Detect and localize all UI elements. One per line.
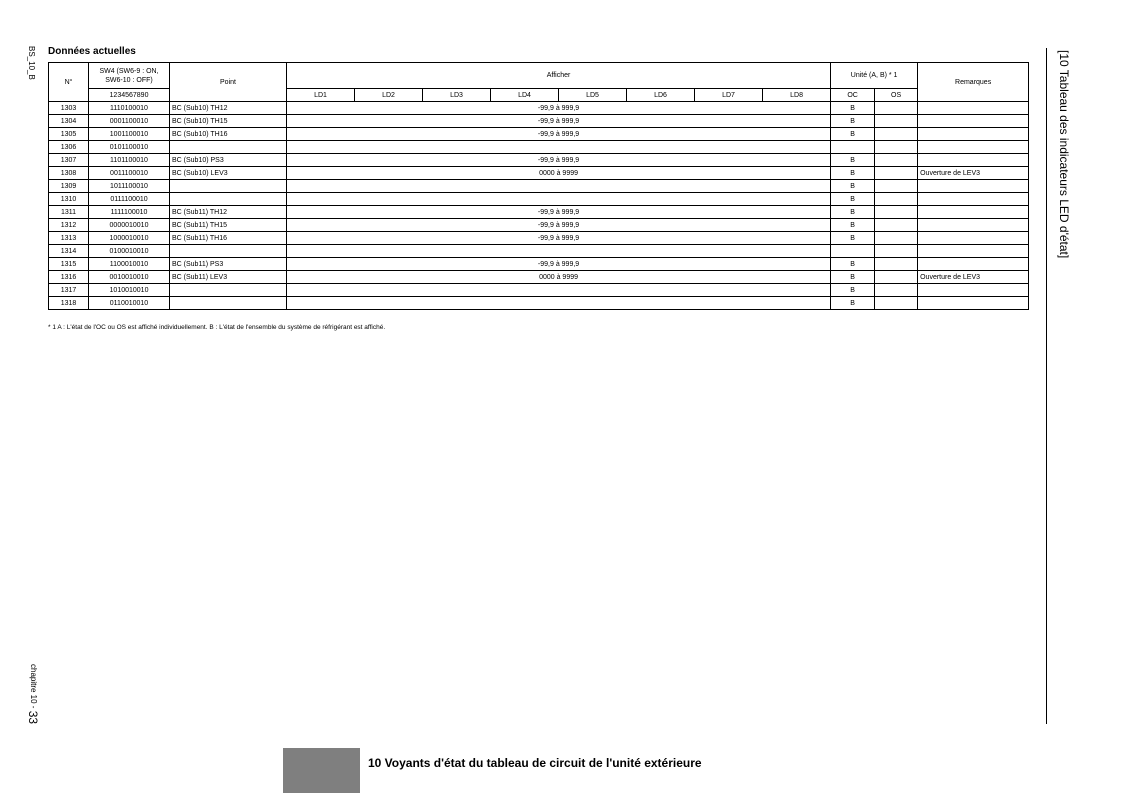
cell-point bbox=[170, 141, 287, 154]
cell-oc: B bbox=[831, 102, 875, 115]
cell-os bbox=[875, 128, 918, 141]
cell-sw: 1100010010 bbox=[89, 258, 170, 271]
table-row bbox=[49, 245, 1029, 258]
cell-os bbox=[875, 297, 918, 310]
cell-remark bbox=[918, 219, 1029, 232]
side-section-title: [10 Tableau des indicateurs LED d'état] bbox=[1057, 50, 1071, 259]
cell-no: 1312 bbox=[49, 219, 89, 232]
cell-display: -99,9 à 999,9 bbox=[287, 128, 831, 141]
cell-os bbox=[875, 284, 918, 297]
cell-sw: 1010010010 bbox=[89, 284, 170, 297]
cell-sw: 0110010010 bbox=[89, 297, 170, 310]
cell-oc: B bbox=[831, 271, 875, 284]
cell-display: 0000 à 9999 bbox=[287, 271, 831, 284]
table-row bbox=[49, 154, 1029, 167]
table-row bbox=[49, 258, 1029, 271]
header-ld5: LD5 bbox=[559, 89, 627, 102]
cell-oc: B bbox=[831, 154, 875, 167]
cell-display: -99,9 à 999,9 bbox=[287, 219, 831, 232]
cell-point: BC (Sub10) TH15 bbox=[170, 115, 287, 128]
cell-point: BC (Sub10) LEV3 bbox=[170, 167, 287, 180]
cell-display: -99,9 à 999,9 bbox=[287, 115, 831, 128]
cell-os bbox=[875, 219, 918, 232]
cell-oc bbox=[831, 141, 875, 154]
cell-oc: B bbox=[831, 258, 875, 271]
header-ld3: LD3 bbox=[423, 89, 491, 102]
table-row bbox=[49, 193, 1029, 206]
cell-sw: 1110100010 bbox=[89, 102, 170, 115]
cell-oc: B bbox=[831, 128, 875, 141]
table-row bbox=[49, 115, 1029, 128]
header-point: Point bbox=[170, 63, 287, 102]
header-oc: OC bbox=[831, 89, 875, 102]
cell-os bbox=[875, 193, 918, 206]
cell-point: BC (Sub11) TH12 bbox=[170, 206, 287, 219]
cell-os bbox=[875, 232, 918, 245]
cell-oc: B bbox=[831, 232, 875, 245]
cell-display: -99,9 à 999,9 bbox=[287, 102, 831, 115]
chapter-label-text: chapitre 10 - bbox=[29, 664, 38, 711]
cell-oc: B bbox=[831, 297, 875, 310]
cell-os bbox=[875, 154, 918, 167]
cell-oc bbox=[831, 245, 875, 258]
header-ld4: LD4 bbox=[491, 89, 559, 102]
cell-no: 1316 bbox=[49, 271, 89, 284]
cell-point bbox=[170, 297, 287, 310]
cell-remark bbox=[918, 193, 1029, 206]
footnote: * 1 A : L'état de l'OC ou OS est affiché individuellement. B : L'état de l'ensemble du système de réfrigérant est affiché. bbox=[48, 324, 386, 331]
cell-os bbox=[875, 102, 918, 115]
header-unite: Unité (A, B) * 1 bbox=[831, 63, 918, 89]
cell-remark bbox=[918, 206, 1029, 219]
cell-os bbox=[875, 258, 918, 271]
cell-sw: 1011100010 bbox=[89, 180, 170, 193]
table-row bbox=[49, 128, 1029, 141]
page-number: 33 bbox=[26, 710, 40, 725]
cell-os bbox=[875, 206, 918, 219]
header-afficher: Afficher bbox=[287, 63, 831, 89]
header-ld7: LD7 bbox=[695, 89, 763, 102]
table-row bbox=[49, 167, 1029, 180]
table-row bbox=[49, 141, 1029, 154]
cell-display bbox=[287, 193, 831, 206]
cell-point bbox=[170, 284, 287, 297]
led-data-table bbox=[48, 62, 1029, 310]
cell-point: BC (Sub11) TH16 bbox=[170, 232, 287, 245]
header-no: N° bbox=[49, 63, 89, 102]
cell-display bbox=[287, 245, 831, 258]
cell-oc: B bbox=[831, 193, 875, 206]
cell-display bbox=[287, 180, 831, 193]
cell-no: 1314 bbox=[49, 245, 89, 258]
cell-os bbox=[875, 115, 918, 128]
cell-sw: 0101100010 bbox=[89, 141, 170, 154]
header-sw4: SW4 (SW6-9 : ON, SW6-10 : OFF) bbox=[89, 63, 170, 89]
cell-oc: B bbox=[831, 167, 875, 180]
table-row bbox=[49, 271, 1029, 284]
cell-oc: B bbox=[831, 219, 875, 232]
cell-sw: 1111100010 bbox=[89, 206, 170, 219]
header-ld1: LD1 bbox=[287, 89, 355, 102]
cell-display: -99,9 à 999,9 bbox=[287, 232, 831, 245]
cell-remark bbox=[918, 141, 1029, 154]
cell-point bbox=[170, 180, 287, 193]
cell-remark bbox=[918, 232, 1029, 245]
footer-title: 10 Voyants d'état du tableau de circuit de l'unité extérieure bbox=[368, 756, 702, 770]
cell-remark bbox=[918, 128, 1029, 141]
cell-point: BC (Sub11) TH15 bbox=[170, 219, 287, 232]
header-ld2: LD2 bbox=[355, 89, 423, 102]
cell-point bbox=[170, 193, 287, 206]
cell-sw: 0000010010 bbox=[89, 219, 170, 232]
cell-no: 1310 bbox=[49, 193, 89, 206]
section-title: Données actuelles bbox=[48, 46, 136, 57]
cell-sw: 0010010010 bbox=[89, 271, 170, 284]
cell-no: 1306 bbox=[49, 141, 89, 154]
cell-display bbox=[287, 141, 831, 154]
table-row bbox=[49, 206, 1029, 219]
cell-sw: 1001100010 bbox=[89, 128, 170, 141]
cell-no: 1307 bbox=[49, 154, 89, 167]
cell-display: -99,9 à 999,9 bbox=[287, 206, 831, 219]
cell-remark bbox=[918, 245, 1029, 258]
cell-oc: B bbox=[831, 180, 875, 193]
table-row bbox=[49, 180, 1029, 193]
side-divider bbox=[1046, 48, 1047, 724]
cell-display: -99,9 à 999,9 bbox=[287, 258, 831, 271]
cell-point: BC (Sub10) TH12 bbox=[170, 102, 287, 115]
cell-os bbox=[875, 271, 918, 284]
cell-sw: 1101100010 bbox=[89, 154, 170, 167]
cell-remark bbox=[918, 102, 1029, 115]
cell-remark bbox=[918, 297, 1029, 310]
cell-no: 1303 bbox=[49, 102, 89, 115]
header-ld6: LD6 bbox=[627, 89, 695, 102]
cell-display bbox=[287, 297, 831, 310]
header-sw4-digits: 1234567890 bbox=[89, 89, 170, 102]
header-ld8: LD8 bbox=[763, 89, 831, 102]
cell-no: 1309 bbox=[49, 180, 89, 193]
cell-oc: B bbox=[831, 284, 875, 297]
chapter-page-label bbox=[26, 664, 40, 724]
cell-os bbox=[875, 245, 918, 258]
cell-remark bbox=[918, 284, 1029, 297]
cell-sw: 0100010010 bbox=[89, 245, 170, 258]
cell-no: 1318 bbox=[49, 297, 89, 310]
cell-no: 1308 bbox=[49, 167, 89, 180]
cell-sw: 0011100010 bbox=[89, 167, 170, 180]
cell-point: BC (Sub11) PS3 bbox=[170, 258, 287, 271]
cell-no: 1313 bbox=[49, 232, 89, 245]
cell-display: 0000 à 9999 bbox=[287, 167, 831, 180]
cell-oc: B bbox=[831, 115, 875, 128]
cell-os bbox=[875, 180, 918, 193]
cell-remark: Ouverture de LEV3 bbox=[918, 271, 1029, 284]
cell-remark bbox=[918, 180, 1029, 193]
cell-remark: Ouverture de LEV3 bbox=[918, 167, 1029, 180]
cell-display bbox=[287, 284, 831, 297]
cell-point: BC (Sub10) TH16 bbox=[170, 128, 287, 141]
cell-remark bbox=[918, 154, 1029, 167]
document-code: BS_10_B bbox=[27, 46, 36, 80]
header-os: OS bbox=[875, 89, 918, 102]
cell-no: 1304 bbox=[49, 115, 89, 128]
header-remarques: Remarques bbox=[918, 63, 1029, 102]
cell-remark bbox=[918, 258, 1029, 271]
footer-tab-box bbox=[283, 748, 360, 793]
table-row bbox=[49, 232, 1029, 245]
table-row bbox=[49, 284, 1029, 297]
cell-no: 1311 bbox=[49, 206, 89, 219]
cell-sw: 1000010010 bbox=[89, 232, 170, 245]
table-row bbox=[49, 219, 1029, 232]
table-body bbox=[49, 102, 1029, 310]
table-row bbox=[49, 297, 1029, 310]
cell-sw: 0111100010 bbox=[89, 193, 170, 206]
cell-point: BC (Sub10) PS3 bbox=[170, 154, 287, 167]
cell-point bbox=[170, 245, 287, 258]
cell-remark bbox=[918, 115, 1029, 128]
cell-os bbox=[875, 141, 918, 154]
cell-os bbox=[875, 167, 918, 180]
cell-point: BC (Sub11) LEV3 bbox=[170, 271, 287, 284]
cell-no: 1315 bbox=[49, 258, 89, 271]
cell-oc: B bbox=[831, 206, 875, 219]
table-row bbox=[49, 102, 1029, 115]
cell-no: 1317 bbox=[49, 284, 89, 297]
cell-display: -99,9 à 999,9 bbox=[287, 154, 831, 167]
cell-no: 1305 bbox=[49, 128, 89, 141]
cell-sw: 0001100010 bbox=[89, 115, 170, 128]
